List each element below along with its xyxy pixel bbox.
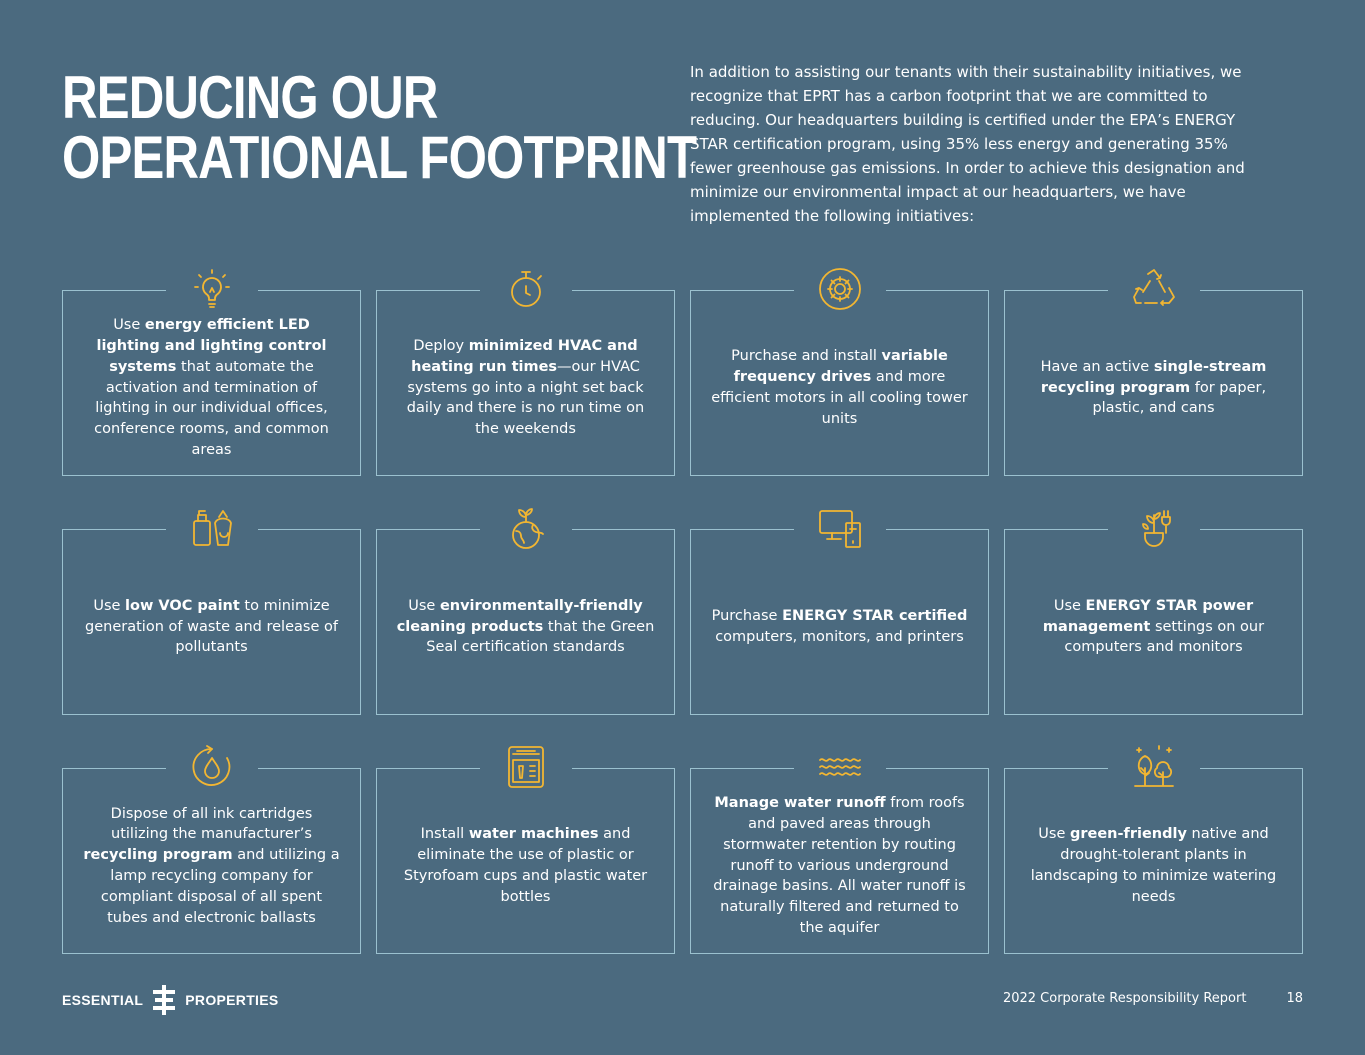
report-name: 2022 Corporate Responsibility Report xyxy=(1002,991,1247,1006)
initiative-card xyxy=(690,290,989,476)
title-line-2: OPERATIONAL FOOTPRINT xyxy=(62,124,697,191)
recycle-icon xyxy=(1108,263,1200,315)
trees-icon xyxy=(1108,741,1200,793)
initiative-card xyxy=(376,529,675,715)
initiative-text: Dispose of all ink cartridges utilizing the manufacturer’s recycling program and utilizing a lamp recycling company for compliant disposal of all spent tubes and electronic ballasts xyxy=(83,805,340,926)
page-footer xyxy=(1003,991,1303,1006)
logo-mark-icon xyxy=(153,985,175,1015)
initiative-card xyxy=(62,529,361,715)
title-line-1: REDUCING OUR xyxy=(62,64,438,131)
gear-icon xyxy=(794,263,886,315)
intro-paragraph: In addition to assisting our tenants with their sustainability initiatives, we recognize that EPRT has a carbon footprint that we are committed to reducing. Our headquarters building is certified under the EPA’s ENERGY STAR certification program, using 35% less energy and generating 35% fewer greenhouse gas emissions. In order to achieve this designation and minimize our environmental impact at our headquarters, we have implemented the following initiatives: xyxy=(690,63,1245,225)
initiative-text: Install water machines and eliminate the use of plastic or Styrofoam cups and plastic water bottles xyxy=(403,826,648,905)
lightbulb-icon xyxy=(166,263,258,315)
logo-text-left: ESSENTIAL xyxy=(62,992,144,1008)
initiative-text: Purchase ENERGY STAR certified computers, monitors, and printers xyxy=(711,608,968,645)
initiative-card xyxy=(690,768,989,954)
plant-plug-icon xyxy=(1108,502,1200,554)
initiative-text: Use ENERGY STAR power management settings on our computers and monitors xyxy=(1042,597,1265,656)
initiative-card xyxy=(376,290,675,476)
initiative-card xyxy=(1004,529,1303,715)
water-waves-icon xyxy=(794,741,886,793)
initiative-card xyxy=(376,768,675,954)
initiative-text: Deploy minimized HVAC and heating run times—our HVAC systems go into a night set back daily and there is no run time on the weekends xyxy=(406,338,645,438)
initiative-card xyxy=(690,529,989,715)
initiative-text: Have an active single-stream recycling program for paper, plastic, and cans xyxy=(1040,358,1267,417)
initiative-text: Use environmentally-friendly cleaning products that the Green Seal certification standards xyxy=(396,597,655,656)
stopwatch-icon xyxy=(480,263,572,315)
initiative-card xyxy=(62,768,361,954)
computer-icon xyxy=(794,502,886,554)
page-number: 18 xyxy=(1286,991,1303,1006)
initiative-text: Use low VOC paint to minimize generation of waste and release of pollutants xyxy=(85,597,338,656)
initiative-card xyxy=(62,290,361,476)
paint-can-icon xyxy=(166,502,258,554)
initiative-text: Manage water runoff from roofs and paved areas through stormwater retention by routing runoff to various underground drainage basins. All water runoff is naturally filtered and returned to the aquifer xyxy=(713,795,966,936)
initiative-card xyxy=(1004,290,1303,476)
company-logo xyxy=(62,985,279,1015)
water-machine-icon xyxy=(480,741,572,793)
logo-text-right: PROPERTIES xyxy=(185,992,279,1008)
initiative-text: Use green-friendly native and drought-tolerant plants in landscaping to minimize watering needs xyxy=(1030,826,1277,905)
globe-sprout-icon xyxy=(480,502,572,554)
initiative-text: Use energy efficient LED lighting and lighting control systems that automate the activation and termination of lighting in our individual offices, conference rooms, and common areas xyxy=(94,317,329,458)
ink-recycle-icon xyxy=(166,741,258,793)
page-title xyxy=(62,64,697,191)
initiative-text: Purchase and install variable frequency drives and more efficient motors in all cooling tower units xyxy=(711,348,968,427)
initiative-card xyxy=(1004,768,1303,954)
